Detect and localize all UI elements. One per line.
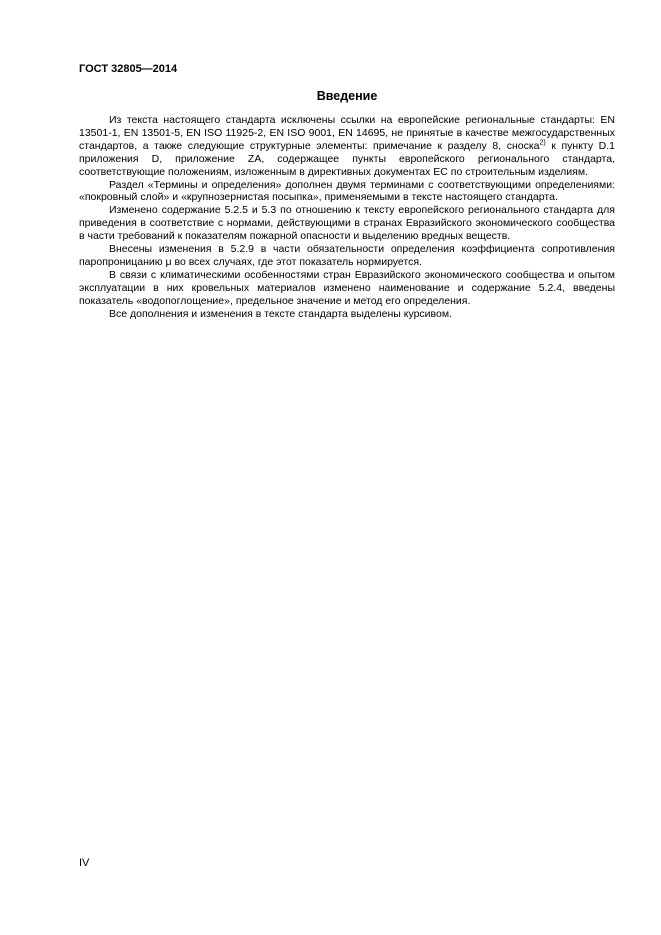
paragraph-1 — [79, 114, 615, 179]
document-code-header: ГОСТ 32805—2014 — [79, 63, 178, 75]
paragraph-1-text-continued: к пункту D.1 приложения D, приложение ZA, содержащее пункты европейского регионального стандарта, соответствующие положениям, изложенным в директивных документах ЕС по строительным изделиям. — [79, 139, 615, 178]
paragraph-3: Изменено содержание 5.2.5 и 5.3 по отношению к тексту европейского регионального стандарта для приведения в соответствие с нормами, действующими в странах Евразийского экономического сообщества в части требований к показателям пожарной опасности и выделению вредных веществ. — [79, 204, 615, 243]
introduction-body — [79, 114, 615, 321]
paragraph-5: В связи с климатическими особенностями стран Евразийского экономического сообщества и опытом эксплуатации в них кровельных материалов изменено наименование и содержание 5.2.4, введены показатель «водопоглощение», предельное значение и метод его определения. — [79, 268, 615, 307]
paragraph-1-text: Из текста настоящего стандарта исключены ссылки на европейские региональные стандарты: EN 13501-1, EN 13501-5, EN ISO 11925-2, EN ISO 9001, EN 14695, не принятые в качестве межгосударственных стандартов, а также следующие структурные элементы: примечание к разделу 8, сноска — [79, 114, 615, 152]
paragraph-6: Все дополнения и изменения в тексте стандарта выделены курсивом. — [109, 307, 452, 320]
section-title: Введение — [316, 89, 378, 103]
paragraph-4: Внесены изменения в 5.2.9 в части обязательности определения коэффициента сопротивления паропроницанию μ во всех случаях, где этот показатель нормируется. — [79, 243, 615, 268]
paragraph-2: Раздел «Термины и определения» дополнен двумя терминами с соответствующими определениями: «покровный слой» и «крупнозернистая посыпка», применяемыми в тексте настоящего стандарта. — [79, 178, 615, 204]
page-number: IV — [79, 857, 90, 869]
footnote-mark: 2) — [539, 139, 546, 147]
